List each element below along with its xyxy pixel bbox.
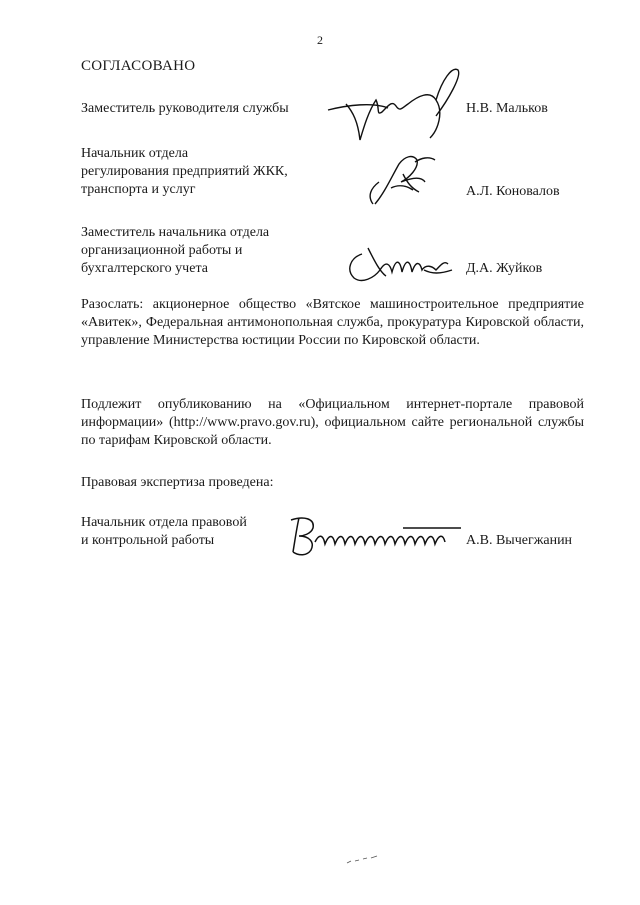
position-line: Начальник отдела правовой (81, 515, 247, 530)
approval-heading: СОГЛАСОВАНО (81, 58, 196, 74)
legal-review-note: Правовая экспертиза проведена: (81, 475, 274, 490)
position-line: Заместитель руководителя службы (81, 101, 289, 116)
signatory-2-name: А.Л. Коновалов (466, 184, 560, 199)
position-line: Заместитель начальника отдела (81, 225, 270, 240)
distribution-paragraph: Разослать: акционерное общество «Вятское машиностроительное предприятие «Авитек», Федеральная антимонопольная служба, прокуратура Кировской области, управление Министерства юстиции России по Кировской области. (81, 297, 584, 348)
signature-1 (318, 60, 468, 150)
signature-4 (285, 512, 465, 560)
position-line: Начальник отдела (81, 146, 189, 161)
position-line: регулирования предприятий ЖКК, (81, 164, 288, 179)
signatory-1-name: Н.В. Мальков (466, 101, 548, 116)
signatory-3-position (81, 224, 269, 278)
position-line: и контрольной работы (81, 533, 215, 548)
signature-3 (340, 240, 460, 286)
legal-signatory-position (81, 514, 247, 550)
signatory-2-position (81, 145, 288, 199)
position-line: бухгалтерского учета (81, 261, 208, 276)
page-number: 2 (317, 33, 323, 47)
scan-mark (345, 852, 385, 870)
position-line: транспорта и услуг (81, 182, 196, 197)
signatory-3-name: Д.А. Жуйков (466, 261, 543, 276)
signature-2 (355, 148, 445, 210)
position-line: организационной работы и (81, 243, 243, 258)
signatory-1-position (81, 100, 289, 118)
legal-signatory-name: А.В. Вычегжанин (466, 533, 573, 548)
publication-paragraph: Подлежит опубликованию на «Официальном интернет-портале правовой информации» (http://www.pravo.gov.ru), официальном сайте региональной службы по тарифам Кировской области. (81, 397, 584, 448)
